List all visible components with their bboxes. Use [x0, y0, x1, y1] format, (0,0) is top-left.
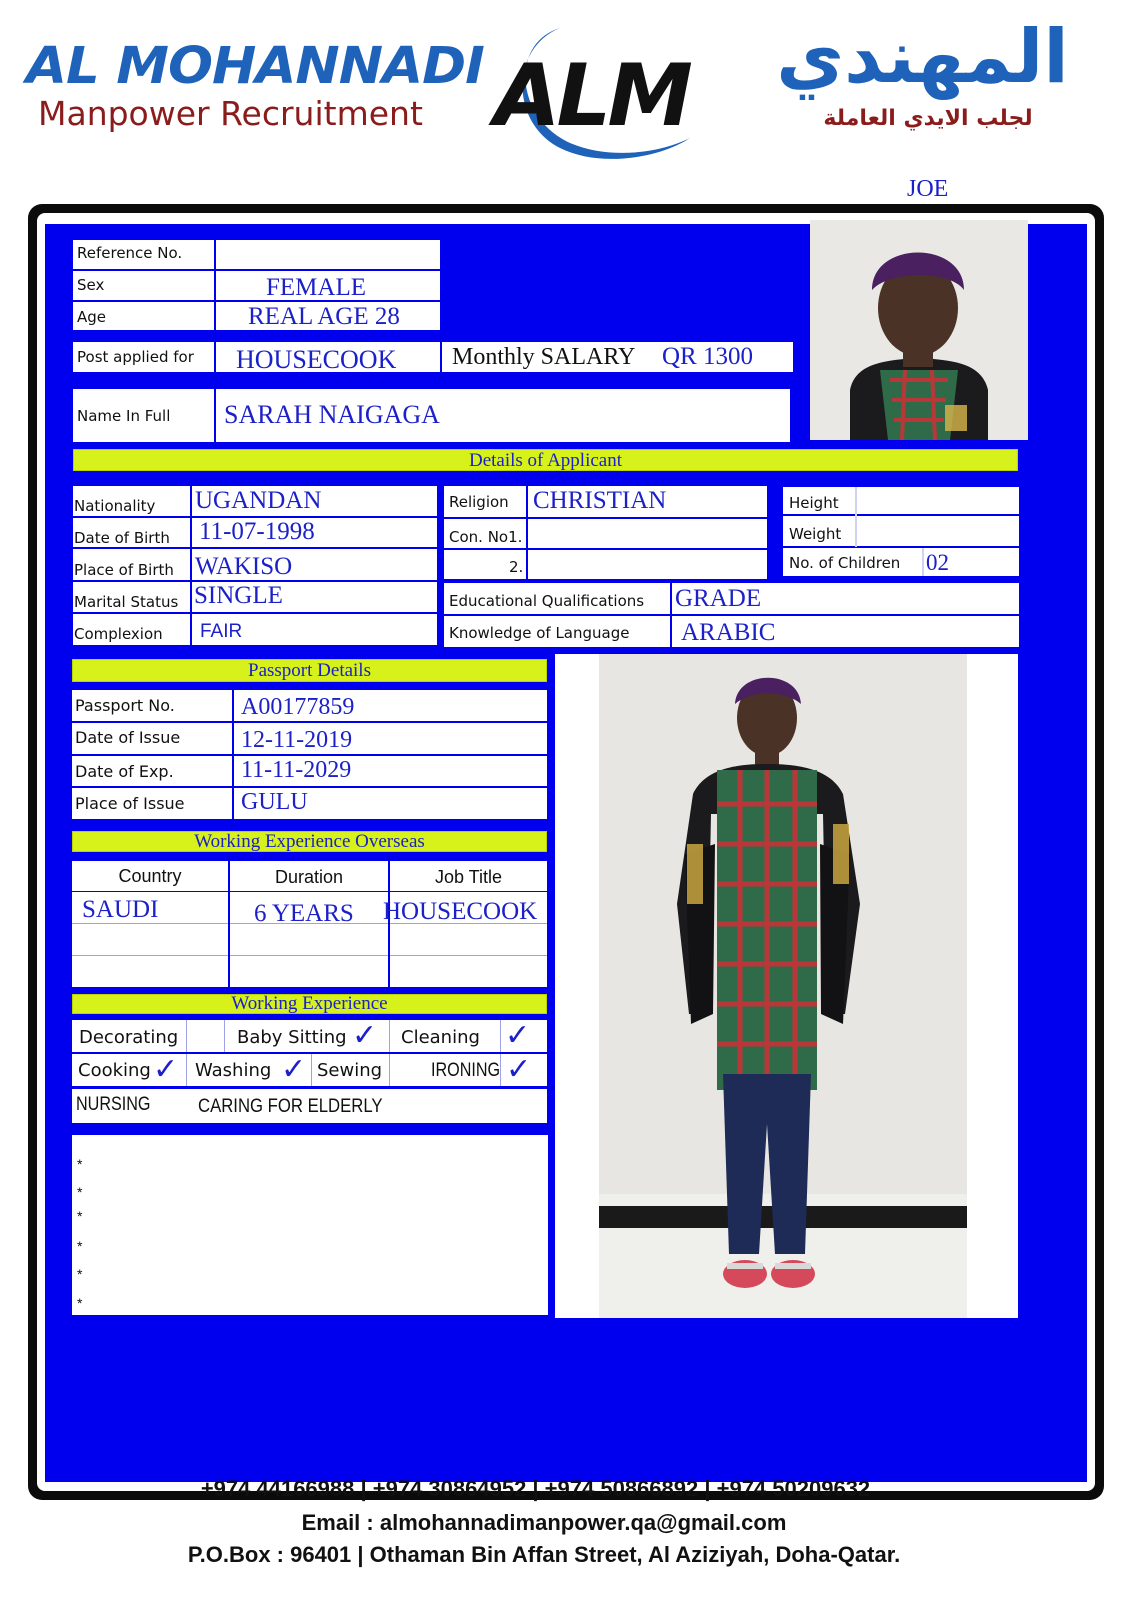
- overseas-hline-3: [72, 955, 547, 956]
- complexion-value: FAIR: [200, 621, 243, 642]
- children-value: 02: [926, 550, 949, 575]
- exp-div-2d: [500, 1054, 501, 1086]
- exp-row: [72, 756, 547, 786]
- pob-label: Place of Birth: [74, 561, 174, 579]
- mid-col-divider: [526, 486, 528, 579]
- religion-row: [444, 486, 767, 517]
- passport-no-label: Passport No.: [75, 696, 175, 715]
- sex-label: Sex: [77, 276, 105, 294]
- skill-cleaning: Cleaning: [401, 1027, 480, 1048]
- place-issue-value: GULU: [241, 789, 308, 815]
- exp-div-1b: [224, 1020, 225, 1052]
- brand-tagline: Manpower Recruitment: [38, 94, 423, 133]
- overseas-job-value: HOUSECOOK: [383, 898, 538, 925]
- marital-value: SINGLE: [194, 582, 283, 609]
- passport-heading: Passport Details: [72, 659, 547, 682]
- nationality-row: [73, 486, 437, 516]
- children-label: No. of Children: [789, 554, 901, 572]
- skill-ironing: IRONING: [431, 1060, 501, 1081]
- footer-address: P.O.Box : 96401 | Othaman Bin Affan Street, Al Aziziyah, Doha-Qatar.: [187, 1542, 901, 1567]
- issue-value: 12-11-2019: [241, 727, 353, 753]
- right-col-divider: [855, 487, 857, 547]
- education-row: [444, 583, 1019, 614]
- reference-label-cell: [73, 240, 214, 269]
- overseas-col-job: Job Title: [434, 867, 503, 887]
- pob-row: [73, 549, 437, 580]
- issue-row: [72, 723, 547, 754]
- dob-label: Date of Birth: [74, 529, 170, 547]
- children-divider: [922, 548, 924, 576]
- age-value: REAL AGE 28: [248, 303, 400, 330]
- skill-washing: Washing: [195, 1060, 272, 1081]
- post-value-cell: [216, 342, 440, 372]
- con1-label: Con. No1.: [449, 528, 523, 546]
- place-issue-row: [72, 788, 547, 819]
- marital-row: [73, 582, 437, 612]
- note-bullet: *: [77, 1238, 83, 1254]
- alm-logo-letters: ALM: [494, 46, 689, 146]
- post-label-cell: [73, 342, 214, 372]
- note-bullet: *: [77, 1266, 83, 1282]
- weight-label: Weight: [789, 525, 842, 543]
- overseas-country-value: SAUDI: [82, 896, 159, 923]
- passport-no-row: [72, 690, 547, 721]
- nationality-value: UGANDAN: [195, 487, 322, 514]
- sex-value-cell: [216, 271, 440, 300]
- reference-label: Reference No.: [77, 244, 183, 262]
- age-label: Age: [77, 308, 107, 326]
- passport-no-value: A00177859: [241, 694, 355, 720]
- overseas-duration-value: 6 YEARS: [254, 900, 354, 927]
- details-heading: Details of Applicant: [73, 449, 1018, 471]
- cooking-check-icon: ✓: [153, 1052, 179, 1087]
- nationality-label: Nationality: [74, 497, 156, 515]
- portrait-photo: [810, 220, 1028, 440]
- edu-divider: [670, 583, 672, 647]
- name-value-cell: [216, 389, 790, 442]
- complexion-row: [73, 614, 437, 645]
- post-label: Post applied for: [77, 348, 194, 366]
- passport-divider: [232, 690, 234, 819]
- baby-sitting-check-icon: ✓: [352, 1018, 378, 1053]
- education-value: GRADE: [675, 585, 762, 612]
- skill-cooking: Cooking: [78, 1060, 151, 1081]
- height-label: Height: [789, 494, 839, 512]
- con2-label: 2.: [509, 558, 524, 576]
- washing-check-icon: ✓: [281, 1052, 307, 1087]
- notes-box: [72, 1135, 548, 1315]
- marital-label: Marital Status: [74, 593, 179, 611]
- full-body-photo: [555, 654, 1018, 1318]
- agent-name: JOE: [907, 176, 949, 202]
- complexion-label: Complexion: [74, 625, 163, 643]
- reference-value-cell: [216, 240, 440, 269]
- ironing-check-icon: ✓: [506, 1052, 532, 1087]
- exp-div-2c: [389, 1054, 390, 1086]
- skill-baby-sitting: Baby Sitting: [237, 1027, 347, 1048]
- salary-cell: [442, 342, 793, 372]
- left-col-divider: [190, 486, 192, 645]
- experience-heading: Working Experience: [72, 994, 547, 1014]
- exp-div-1c: [389, 1020, 390, 1052]
- exp-div-2a: [186, 1054, 187, 1086]
- overseas-col-country: Country: [118, 866, 182, 886]
- arabic-brand-subtitle: لجلب الايدي العاملة: [823, 106, 1033, 131]
- cleaning-check-icon: ✓: [505, 1018, 531, 1053]
- overseas-heading: Working Experience Overseas: [72, 831, 547, 852]
- footer-phones: +974 44166988 | +974 30864952 | +974 50866892 | +974 50209632: [200, 1476, 871, 1501]
- dob-value: 11-07-1998: [199, 518, 315, 545]
- arabic-brand-name: المهندي: [776, 14, 1069, 100]
- pob-value: WAKISO: [195, 553, 293, 580]
- skill-decorating: Decorating: [79, 1027, 179, 1048]
- issue-label: Date of Issue: [75, 728, 181, 747]
- religion-label: Religion: [449, 493, 509, 511]
- skill-nursing: NURSING: [76, 1094, 151, 1115]
- overseas-col-duration: Duration: [274, 867, 344, 887]
- note-bullet: *: [77, 1156, 83, 1172]
- exp-label: Date of Exp.: [75, 762, 174, 781]
- education-label: Educational Qualifications: [449, 592, 645, 610]
- language-value: ARABIC: [681, 619, 776, 646]
- weight-row: [783, 516, 1019, 546]
- con1-row: [444, 519, 767, 548]
- exp-div-2b: [311, 1054, 312, 1086]
- name-label: Name In Full: [77, 407, 171, 425]
- dob-row: [73, 518, 437, 547]
- place-issue-label: Place of Issue: [75, 794, 185, 813]
- religion-value: CHRISTIAN: [533, 487, 667, 514]
- language-label: Knowledge of Language: [449, 624, 630, 642]
- brand-name: AL MOHANNADI: [26, 37, 484, 96]
- exp-div-1d: [500, 1020, 501, 1052]
- name-value: SARAH NAIGAGA: [224, 400, 440, 429]
- language-row: [444, 616, 1019, 647]
- overseas-vline-1: [228, 861, 230, 987]
- post-value: HOUSECOOK: [236, 345, 397, 374]
- sex-label-cell: [73, 271, 214, 300]
- note-bullet: *: [77, 1184, 83, 1200]
- sex-value: FEMALE: [266, 274, 366, 301]
- exp-div-1a: [186, 1020, 187, 1052]
- name-label-cell: [73, 389, 214, 442]
- exp-value: 11-11-2029: [241, 757, 352, 783]
- salary-label: Monthly SALARY: [452, 344, 636, 370]
- salary-value: QR 1300: [662, 343, 753, 370]
- overseas-hline-1: [72, 891, 547, 892]
- height-row: [783, 487, 1019, 514]
- note-bullet: *: [77, 1295, 83, 1311]
- note-bullet: *: [77, 1208, 83, 1224]
- skill-sewing: Sewing: [317, 1060, 383, 1081]
- con2-row: [444, 550, 767, 579]
- age-value-cell: [216, 302, 440, 330]
- children-row: [783, 548, 1019, 576]
- skill-caring-elderly: CARING FOR ELDERLY: [198, 1096, 383, 1117]
- age-label-cell: [73, 302, 214, 330]
- footer-email: Email : almohannadimanpower.qa@gmail.com: [301, 1510, 787, 1535]
